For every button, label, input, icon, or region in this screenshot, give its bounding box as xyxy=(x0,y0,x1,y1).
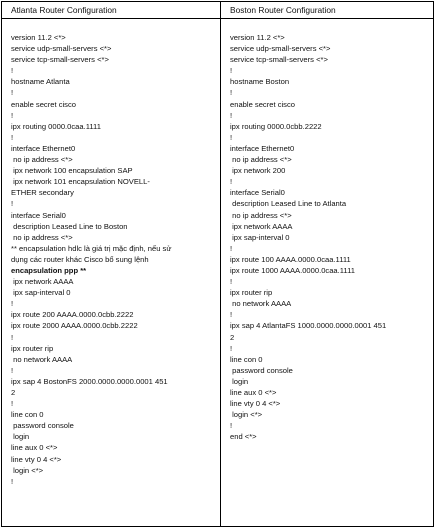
config-line: interface Ethernet0 xyxy=(230,143,295,153)
config-line: ! xyxy=(230,243,233,253)
config-line: interface Serial0 xyxy=(11,210,66,220)
config-line: enable secret cisco xyxy=(230,99,296,109)
config-line: end <*> xyxy=(230,432,257,442)
config-line: ! xyxy=(230,310,233,320)
config-line: ipx network AAAA xyxy=(11,277,74,287)
config-line: line aux 0 <*> xyxy=(11,443,58,453)
config-line: ! xyxy=(230,132,233,142)
config-line: ! xyxy=(11,332,14,342)
config-line: ! xyxy=(230,277,233,287)
config-line: ipx sap-interval 0 xyxy=(230,232,290,242)
config-line: interface Ethernet0 xyxy=(11,143,76,153)
config-line: hostname Boston xyxy=(230,77,290,87)
config-line: ! xyxy=(11,132,14,142)
config-line: login <*> xyxy=(11,465,44,475)
config-line: ! xyxy=(11,365,14,375)
config-line: ipx route 100 AAAA.0000.0caa.1111 xyxy=(230,254,351,264)
config-line: no ip address <*> xyxy=(11,232,73,242)
config-line: no ip address <*> xyxy=(230,155,292,165)
boston-config-column xyxy=(221,2,433,526)
config-line: login xyxy=(230,376,249,386)
config-line: hostname Atlanta xyxy=(11,77,70,87)
atlanta-config-lines xyxy=(2,19,220,487)
config-line: service tcp-small-servers <*> xyxy=(230,55,328,65)
config-line: ipx sap-interval 0 xyxy=(11,288,71,298)
config-line: ! xyxy=(230,66,233,76)
config-line: line con 0 xyxy=(11,410,44,420)
boston-config-lines xyxy=(221,19,433,442)
config-line: ipx network 200 xyxy=(230,166,286,176)
config-line: ** encapsulation hdlc là giá trị mặc định, nếu sử xyxy=(11,243,172,253)
config-line: ipx route 200 AAAA.0000.0cbb.2222 xyxy=(11,310,134,320)
config-line: service tcp-small-servers <*> xyxy=(11,55,109,65)
config-line: login xyxy=(11,432,30,442)
config-line: ipx routing 0000.0cbb.2222 xyxy=(230,121,322,131)
config-line: ipx network 101 encapsulation NOVELL- xyxy=(11,177,150,187)
config-line: line con 0 xyxy=(230,354,263,364)
config-line: login <*> xyxy=(230,410,263,420)
config-line: no ip address <*> xyxy=(230,210,292,220)
config-line: ETHER secondary xyxy=(11,188,74,198)
config-line: ipx network AAAA xyxy=(230,221,293,231)
config-line: ipx router rip xyxy=(230,288,273,298)
config-line: line aux 0 <*> xyxy=(230,388,277,397)
config-line: ipx sap 4 BostonFS 2000.0000.0000.0001 451 xyxy=(11,376,168,386)
config-line: ! xyxy=(11,199,14,209)
config-line: ! xyxy=(11,299,14,309)
config-line: ! xyxy=(230,421,233,431)
config-line: ipx route 1000 AAAA.0000.0caa.1111 xyxy=(230,265,355,275)
config-line: ! xyxy=(230,177,233,187)
config-line: ipx network 100 encapsulation SAP xyxy=(11,166,133,176)
config-line: ipx sap 4 AtlantaFS 1000.0000.0000.0001 451 xyxy=(230,321,387,331)
config-line: ! xyxy=(230,343,233,353)
atlanta-config-column xyxy=(2,2,221,526)
config-line: version 11.2 <*> xyxy=(11,33,66,42)
config-line: ipx route 2000 AAAA.0000.0cbb.2222 xyxy=(11,321,138,331)
config-line: ! xyxy=(230,110,233,120)
config-line: no ip address <*> xyxy=(11,155,73,165)
config-line: dụng các router khác Cisco bổ sung lệnh xyxy=(11,254,149,264)
config-line: service udp-small-servers <*> xyxy=(230,44,331,54)
config-line: encapsulation ppp ** xyxy=(11,265,87,275)
boston-config-title: Boston Router Configuration xyxy=(221,2,433,19)
config-line: 2 xyxy=(11,388,16,397)
config-line: service udp-small-servers <*> xyxy=(11,44,112,54)
atlanta-config-title: Atlanta Router Configuration xyxy=(2,2,220,19)
config-line: ipx routing 0000.0caa.1111 xyxy=(11,121,101,131)
config-line: line vty 0 4 <*> xyxy=(11,454,62,464)
config-line: interface Serial0 xyxy=(230,188,285,198)
config-comparison-table xyxy=(1,1,434,527)
config-line: description Leased Line to Boston xyxy=(11,221,128,231)
config-line: no network AAAA xyxy=(230,299,292,309)
config-line: version 11.2 <*> xyxy=(230,33,285,42)
config-line: ! xyxy=(11,88,14,98)
config-line: no network AAAA xyxy=(11,354,73,364)
config-line: description Leased Line to Atlanta xyxy=(230,199,347,209)
config-line: 2 xyxy=(230,332,235,342)
config-line: ! xyxy=(11,399,14,409)
config-line: line vty 0 4 <*> xyxy=(230,399,281,409)
config-line: password console xyxy=(11,421,74,431)
config-line: ! xyxy=(11,66,14,76)
config-line: ! xyxy=(11,476,14,486)
config-line: ! xyxy=(11,110,14,120)
config-line: ipx router rip xyxy=(11,343,54,353)
config-line: ! xyxy=(230,88,233,98)
config-line: enable secret cisco xyxy=(11,99,77,109)
config-line: password console xyxy=(230,365,293,375)
